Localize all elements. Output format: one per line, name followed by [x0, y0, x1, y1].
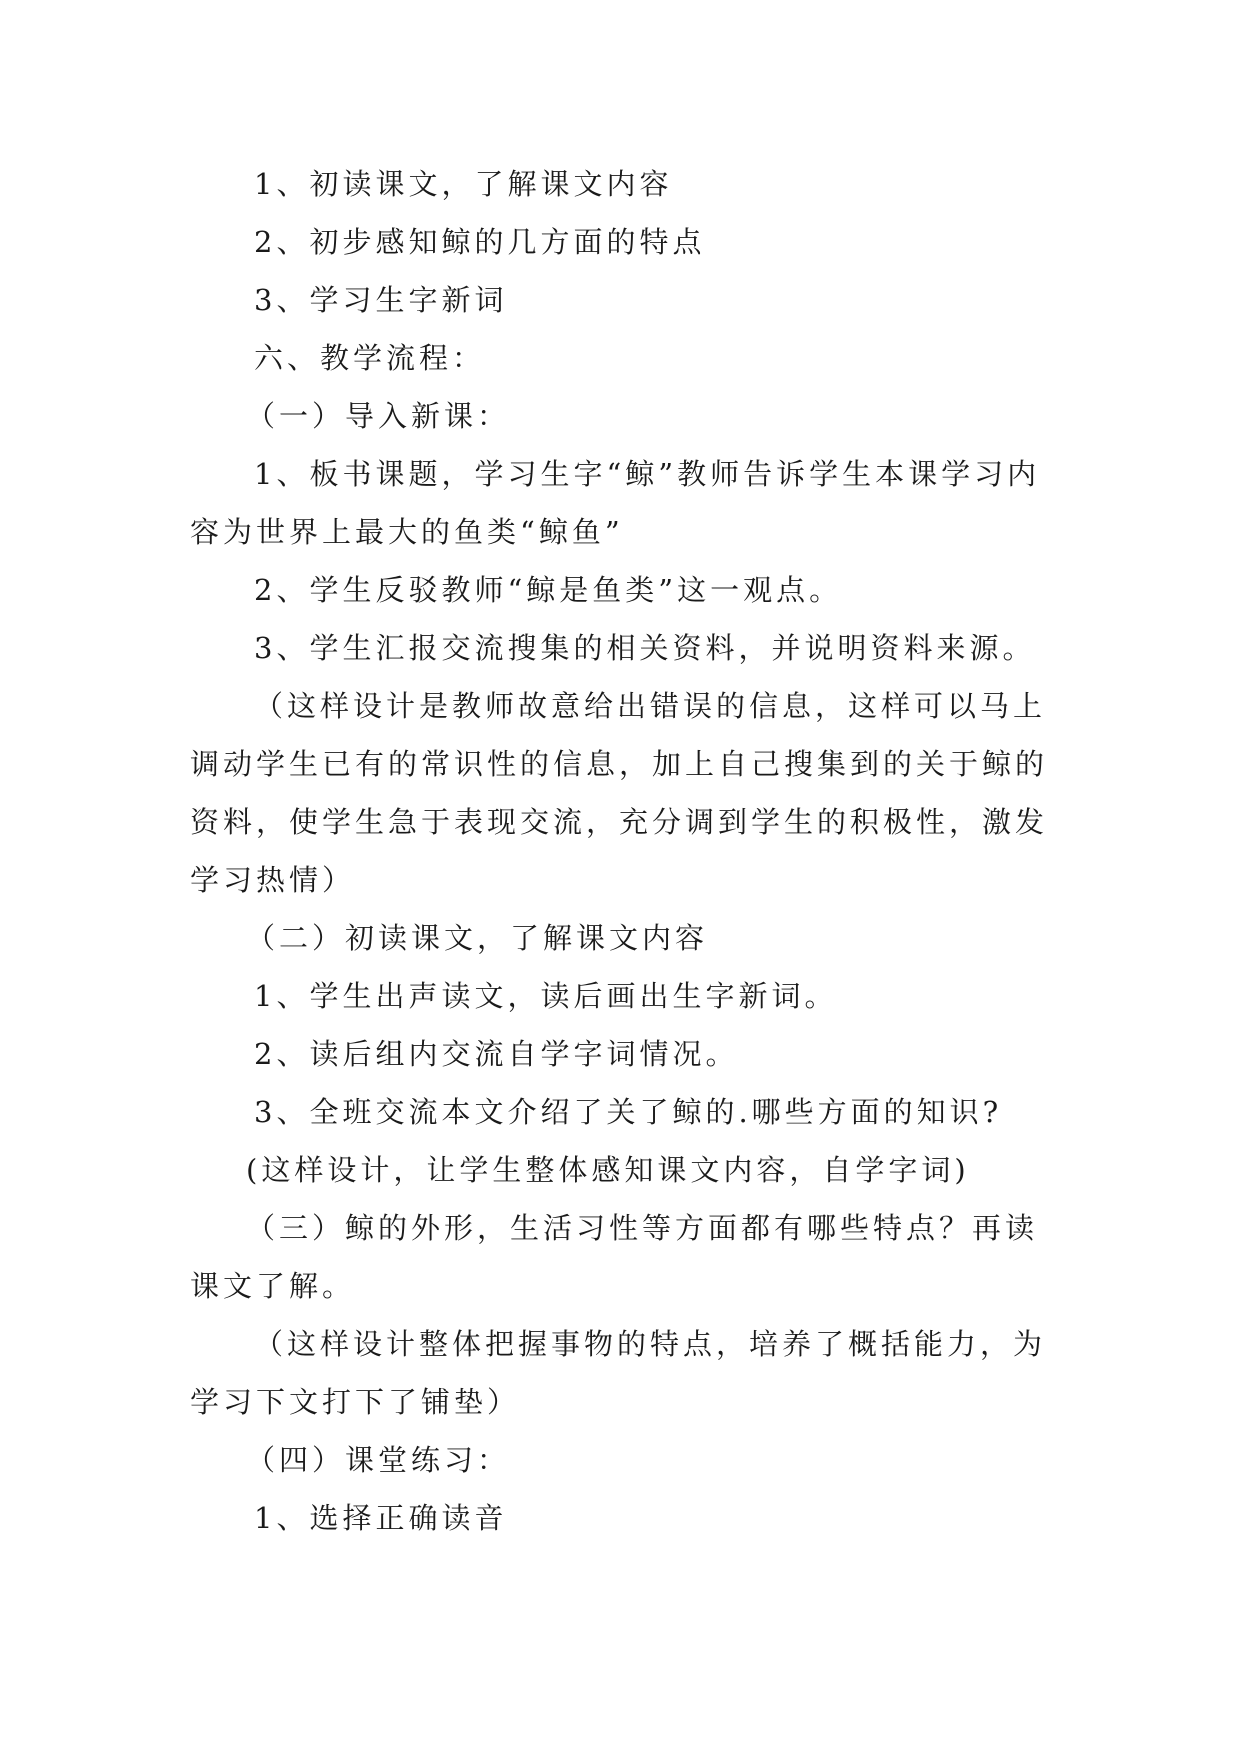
paragraph-students-report: 3、学生汇报交流搜集的相关资料，并说明资料来源。 [254, 631, 1036, 665]
paragraph-choose-pronunciation: 1、选择正确读音 [254, 1501, 508, 1535]
paragraph-group-exchange: 2、读后组内交流自学字词情况。 [254, 1037, 739, 1071]
paragraph-class-exchange: 3、全班交流本文介绍了关了鲸的.哪些方面的知识? [254, 1095, 1003, 1129]
paragraph-students-rebut: 2、学生反驳教师“鲸是鱼类”这一观点。 [254, 573, 843, 607]
subsection-heading-practice: （四）课堂练习： [246, 1443, 511, 1477]
subsection-heading-first-reading: （二）初读课文，了解课文内容 [246, 921, 709, 955]
document-body [190, 155, 1052, 1547]
paragraph-reading-objective: 1、初读课文，了解课文内容 [254, 167, 673, 201]
subsection-heading-whale-features: （三）鲸的外形，生活习性等方面都有哪些特点？再读课文了解。 [190, 1211, 1039, 1303]
section-heading-teaching-process: 六、教学流程： [254, 341, 486, 375]
paragraph-read-aloud: 1、学生出声读文，读后画出生字新词。 [254, 979, 838, 1013]
paragraph-vocabulary-objective: 3、学习生字新词 [254, 283, 508, 317]
subsection-heading-intro: （一）导入新课： [246, 399, 511, 433]
paragraph-design-note-2: (这样设计，让学生整体感知课文内容，自学字词) [246, 1153, 970, 1187]
paragraph-whale-features-objective: 2、初步感知鲸的几方面的特点 [254, 225, 706, 259]
paragraph-blackboard-title: 1、板书课题，学习生字“鲸”教师告诉学生本课学习内容为世界上最大的鱼类“鲸鱼” [190, 457, 1041, 549]
paragraph-design-note-3: （这样设计整体把握事物的特点，培养了概括能力，为学习下文打下了铺垫） [190, 1327, 1047, 1419]
paragraph-design-note-1: （这样设计是教师故意给出错误的信息，这样可以马上调动学生已有的常识性的信息，加上自己搜集到的关于鲸的资料，使学生急于表现交流，充分调到学生的积极性，激发学习热情） [190, 689, 1049, 897]
